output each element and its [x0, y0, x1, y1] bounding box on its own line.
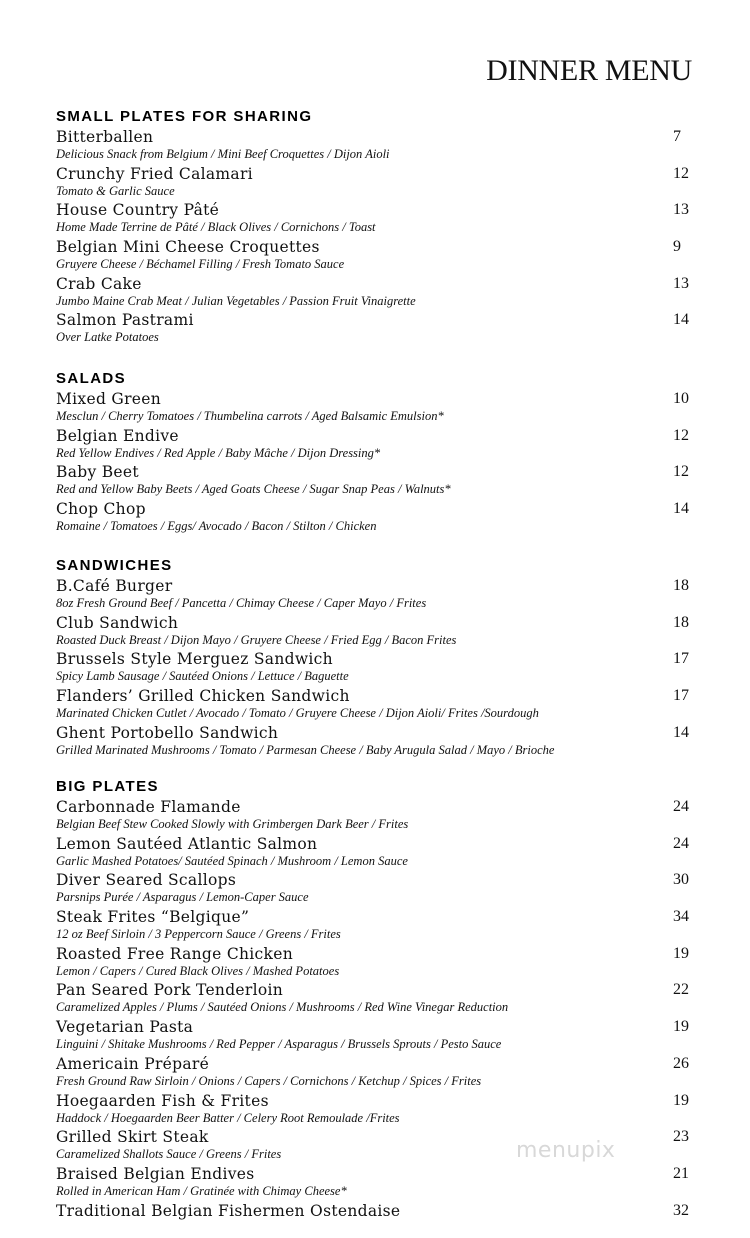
item-price: 23	[673, 1128, 689, 1146]
menu-item	[56, 427, 696, 464]
menu-item	[56, 1055, 696, 1092]
item-name: Brussels Style Merguez Sandwich	[56, 650, 333, 669]
item-price: 17	[673, 650, 689, 668]
watermark: menupix	[516, 1138, 616, 1163]
item-description: Rolled in American Ham / Gratinée with Chimay Cheese*	[56, 1183, 347, 1198]
item-name: Traditional Belgian Fishermen Ostendaise	[56, 1201, 401, 1220]
section-salads	[56, 370, 696, 537]
item-description: Belgian Beef Stew Cooked Slowly with Grimbergen Dark Beer / Frites	[56, 817, 409, 831]
menu-item	[56, 650, 696, 687]
item-name: Americain Préparé	[56, 1054, 210, 1073]
section-sandwiches	[56, 557, 696, 760]
item-name: Diver Seared Scallops	[56, 871, 237, 890]
item-price: 13	[673, 274, 689, 292]
item-description: Grilled Marinated Mushrooms / Tomato / Parmesan Cheese / Baby Arugula Salad / Mayo / Brioche	[56, 742, 555, 757]
item-name: Braised Belgian Endives	[56, 1164, 255, 1183]
menu-item	[56, 908, 696, 945]
item-name: Steak Frites “Belgique”	[56, 908, 250, 927]
item-description: Mesclun / Cherry Tomatoes / Thumbelina carrots / Aged Balsamic Emulsion*	[56, 409, 444, 423]
item-description: Haddock / Hoegaarden Beer Batter / Celery Root Remoulade /Frites	[56, 1110, 400, 1125]
item-price: 21	[673, 1164, 689, 1182]
menu-item	[56, 724, 696, 761]
item-price: 10	[673, 390, 689, 407]
menu-item	[56, 238, 696, 275]
menu-item	[56, 390, 696, 427]
item-price: 14	[673, 500, 689, 518]
item-name: Belgian Endive	[56, 426, 179, 445]
item-price: 19	[673, 944, 689, 962]
section-heading: SMALL PLATES FOR SHARING	[56, 108, 313, 125]
item-name: Ghent Portobello Sandwich	[56, 723, 279, 742]
item-name: Belgian Mini Cheese Croquettes	[56, 238, 320, 257]
menu-item	[56, 311, 696, 348]
item-description: Red and Yellow Baby Beets / Aged Goats Cheese / Sugar Snap Peas / Walnuts*	[56, 482, 451, 497]
item-name: Crunchy Fried Calamari	[56, 164, 253, 183]
item-name: Mixed Green	[56, 390, 162, 408]
item-name: Roasted Free Range Chicken	[56, 944, 293, 963]
menu-item	[56, 500, 696, 537]
section-big-plates	[56, 778, 696, 1238]
item-description: Red Yellow Endives / Red Apple / Baby Mâche / Dijon Dressing*	[56, 445, 381, 460]
item-name: Club Sandwich	[56, 613, 179, 632]
item-price: 24	[673, 834, 689, 852]
item-description: Linguini / Shitake Mushrooms / Red Pepper / Asparagus / Brussels Sprouts / Pesto Sauce	[56, 1037, 502, 1052]
item-price: 30	[673, 871, 689, 889]
item-price: 14	[673, 723, 689, 741]
menu-item	[56, 687, 696, 724]
item-name: Baby Beet	[56, 463, 139, 482]
menu-item	[56, 1165, 696, 1202]
menu-item	[56, 1202, 696, 1238]
item-price: 7	[673, 128, 681, 145]
item-description: Fresh Ground Raw Sirloin / Onions / Capers / Cornichons / Ketchup / Spices / Frites	[56, 1073, 482, 1088]
item-name: Crab Cake	[56, 274, 142, 293]
item-price: 12	[673, 164, 689, 182]
item-price: 17	[673, 687, 689, 705]
section-small-plates	[56, 108, 696, 348]
item-description: Gruyere Cheese / Béchamel Filling / Fresh Tomato Sauce	[56, 257, 345, 272]
item-name: Chop Chop	[56, 500, 146, 519]
item-price: 18	[673, 577, 689, 594]
item-description: Home Made Terrine de Pâté / Black Olives / Cornichons / Toast	[56, 220, 376, 235]
item-name: Carbonnade Flamande	[56, 798, 241, 816]
menu-item	[56, 1092, 696, 1129]
menu-item	[56, 463, 696, 500]
menu-item	[56, 128, 696, 165]
item-description: Over Latke Potatoes	[56, 330, 159, 345]
item-price: 18	[673, 613, 689, 631]
item-name: Bitterballen	[56, 128, 154, 146]
item-description: Tomato & Garlic Sauce	[56, 183, 175, 198]
item-price: 34	[673, 908, 689, 926]
item-name: Flanders’ Grilled Chicken Sandwich	[56, 687, 350, 706]
section-heading: BIG PLATES	[56, 778, 159, 795]
item-name: Salmon Pastrami	[56, 311, 194, 330]
item-name: Lemon Sautéed Atlantic Salmon	[56, 834, 318, 853]
item-price: 26	[673, 1054, 689, 1072]
item-name: Hoegaarden Fish & Frites	[56, 1091, 269, 1110]
menu-item	[56, 835, 696, 872]
item-description: Garlic Mashed Potatoes/ Sautéed Spinach / Mushroom / Lemon Sauce	[56, 853, 408, 868]
item-name: Grilled Skirt Steak	[56, 1128, 209, 1147]
item-description: Roasted Duck Breast / Dijon Mayo / Gruyere Cheese / Fried Egg / Bacon Frites	[56, 632, 457, 647]
item-price: 12	[673, 463, 689, 481]
item-description: Romaine / Tomatoes / Eggs/ Avocado / Bacon / Stilton / Chicken	[56, 519, 377, 534]
item-price: 19	[673, 1091, 689, 1109]
item-name: House Country Pâté	[56, 201, 220, 220]
item-price: 13	[673, 201, 689, 219]
menu-item	[56, 614, 696, 651]
menu-item	[56, 945, 696, 982]
item-description: Jumbo Maine Crab Meat / Julian Vegetables / Passion Fruit Vinaigrette	[56, 293, 416, 308]
item-price: 14	[673, 311, 689, 329]
page-title: DINNER MENU	[486, 54, 692, 87]
item-description: Parsnips Purée / Asparagus / Lemon-Caper Sauce	[56, 890, 309, 905]
item-price: 12	[673, 426, 689, 444]
menu-item	[56, 201, 696, 238]
menu-item	[56, 871, 696, 908]
menu-item	[56, 981, 696, 1018]
item-description: 12 oz Beef Sirloin / 3 Peppercorn Sauce / Greens / Frites	[56, 927, 341, 942]
menu-item	[56, 798, 696, 835]
menu-item	[56, 577, 696, 614]
menu-item	[56, 1018, 696, 1055]
menu-item	[56, 165, 696, 202]
menu-item	[56, 275, 696, 312]
item-description: Caramelized Shallots Sauce / Greens / Frites	[56, 1147, 282, 1162]
item-price: 9	[673, 238, 681, 256]
item-name: Vegetarian Pasta	[56, 1018, 194, 1037]
item-description: Spicy Lamb Sausage / Sautéed Onions / Lettuce / Baguette	[56, 669, 349, 684]
section-heading: SANDWICHES	[56, 557, 173, 574]
item-description: Caramelized Apples / Plums / Sautéed Onions / Mushrooms / Red Wine Vinegar Reduction	[56, 1000, 509, 1015]
item-price: 32	[673, 1201, 689, 1219]
item-price: 22	[673, 981, 689, 999]
item-name: B.Café Burger	[56, 577, 173, 595]
item-description: 8oz Fresh Ground Beef / Pancetta / Chimay Cheese / Caper Mayo / Frites	[56, 596, 427, 610]
item-description: Lemon / Capers / Cured Black Olives / Mashed Potatoes	[56, 963, 340, 978]
item-description: Delicious Snack from Belgium / Mini Beef Croquettes / Dijon Aioli	[56, 147, 390, 161]
item-price: 24	[673, 798, 689, 815]
item-name: Pan Seared Pork Tenderloin	[56, 981, 284, 1000]
item-description: Marinated Chicken Cutlet / Avocado / Tomato / Gruyere Cheese / Dijon Aioli/ Frites /Sourdough	[56, 706, 539, 721]
section-heading: SALADS	[56, 370, 127, 387]
item-price: 19	[673, 1018, 689, 1036]
